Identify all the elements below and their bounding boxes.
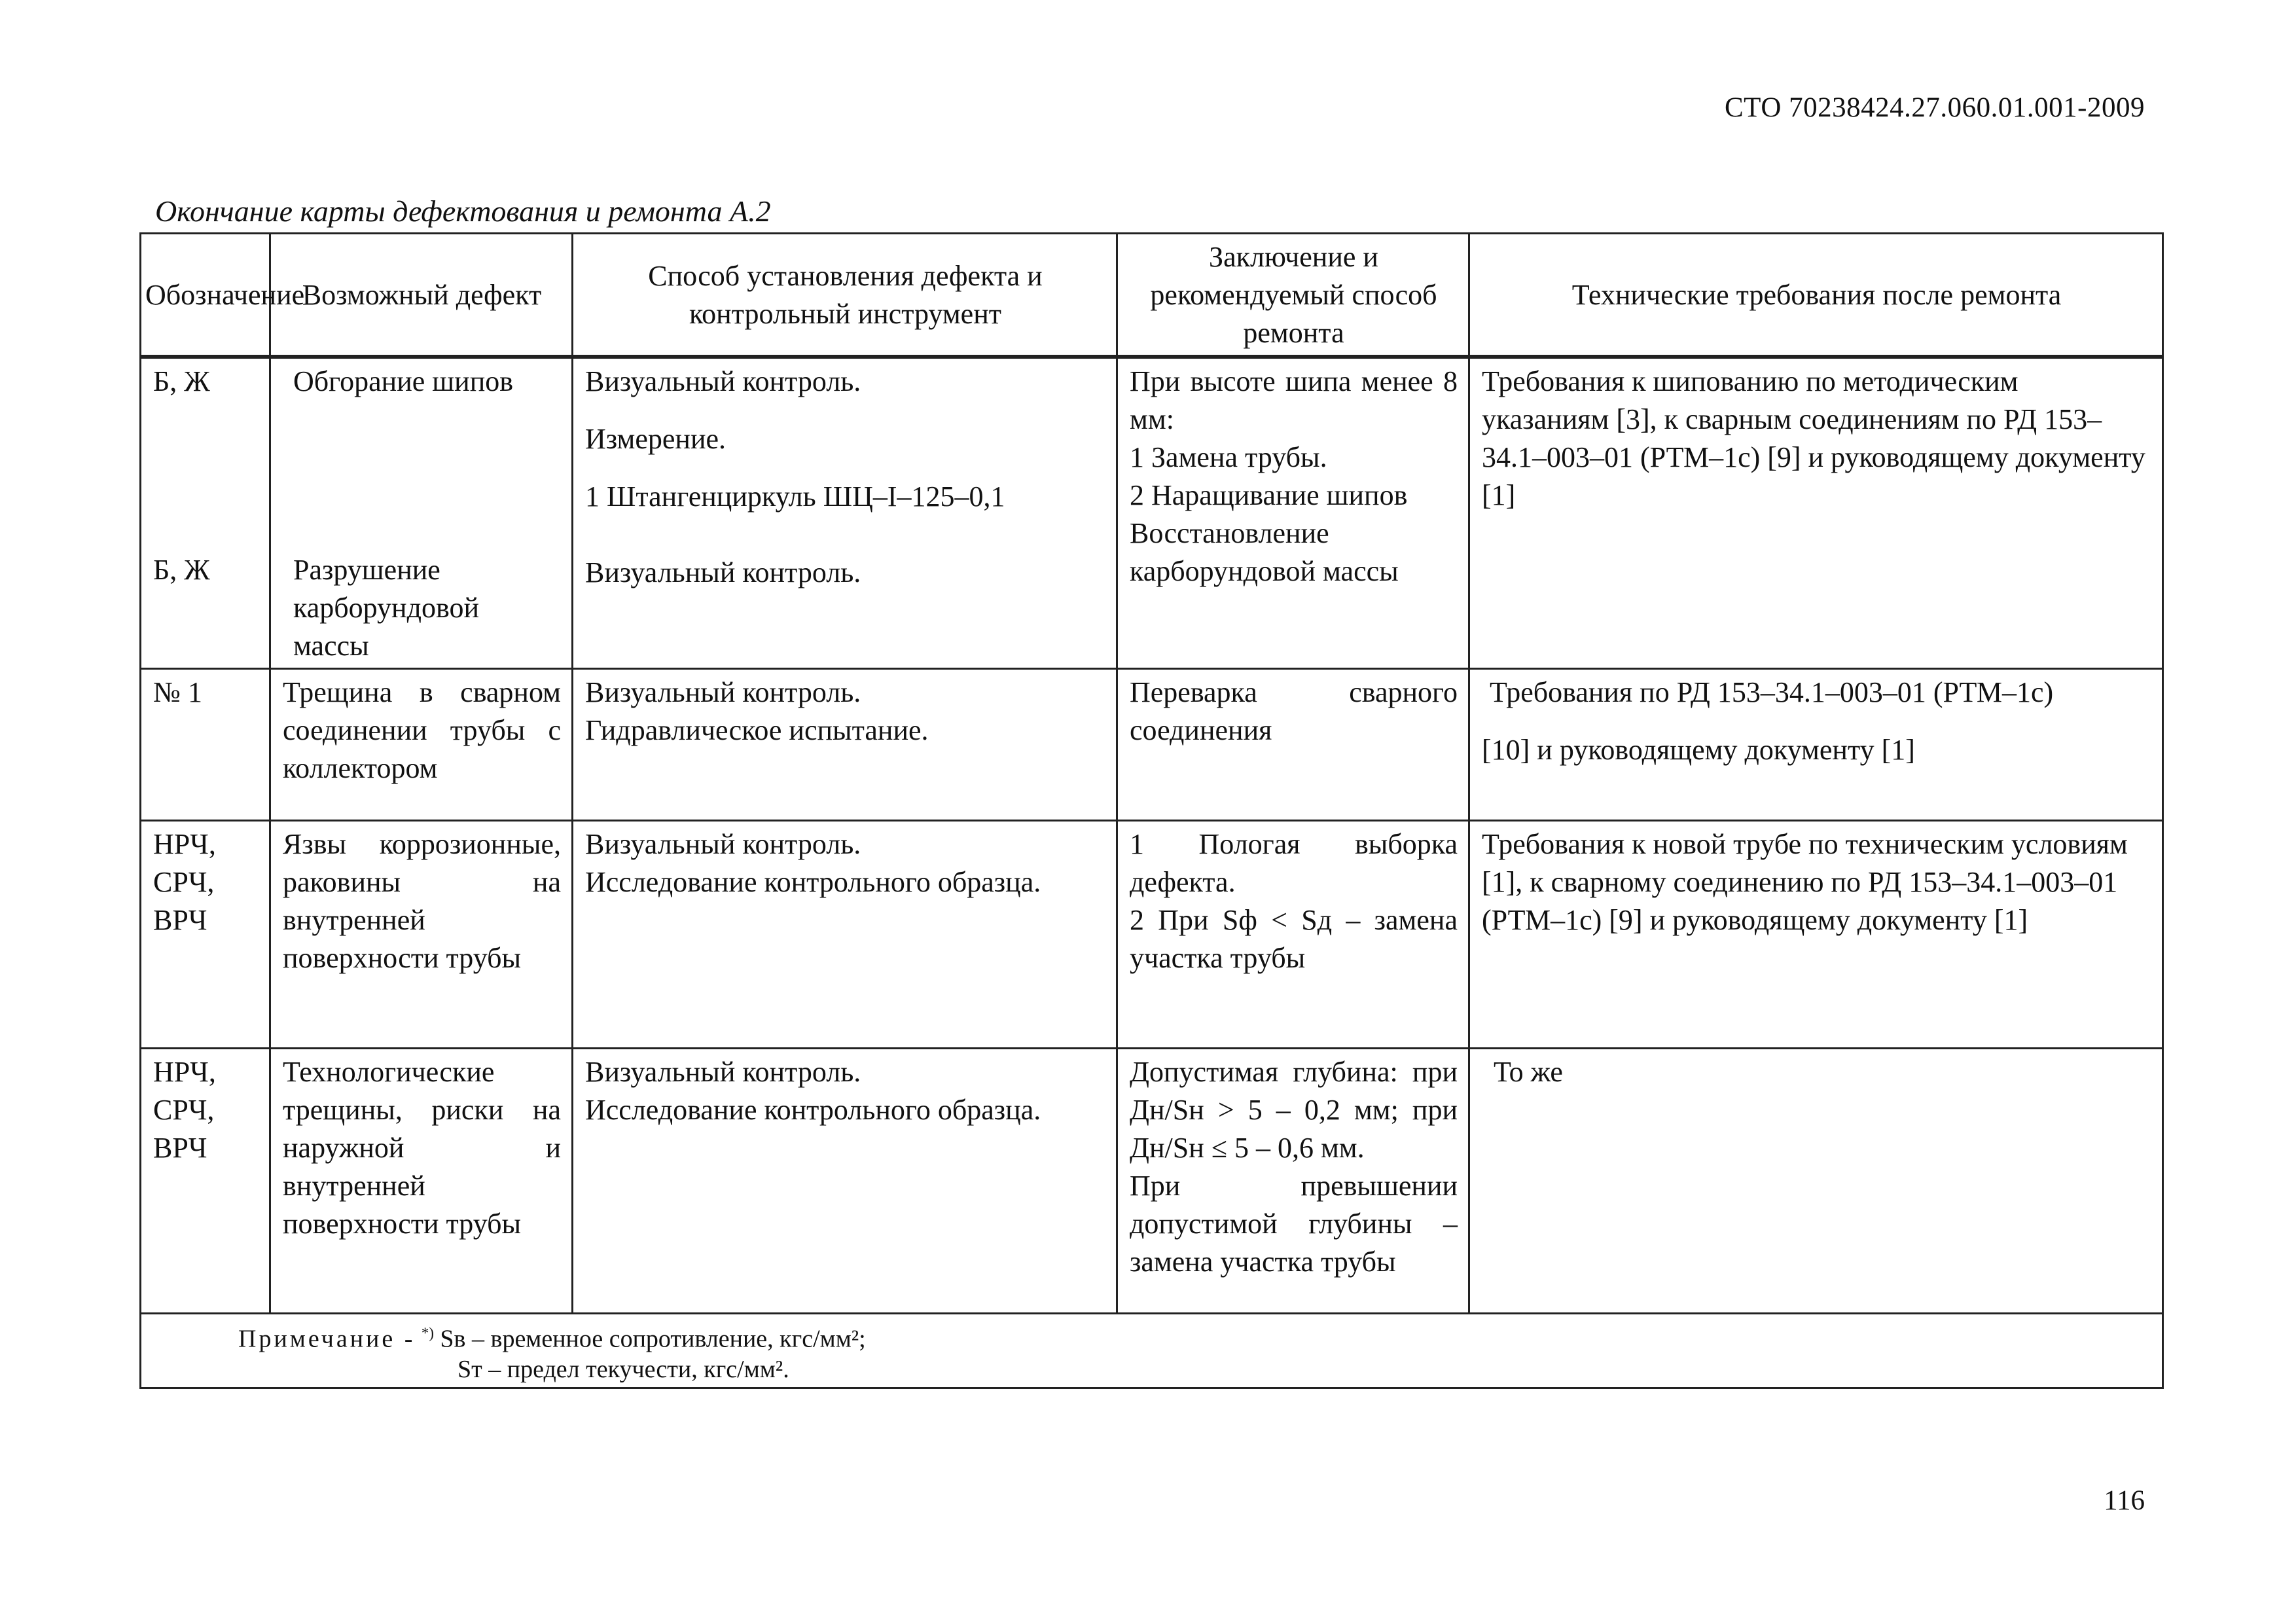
cell-conclusion: 1 Пологая выборка дефекта. 2 При Sф < Sд – замена участка трубы [1117,821,1469,1049]
cell-designation: НРЧ, СРЧ, ВРЧ [141,1049,270,1314]
cell-requirements: Требования по РД 153–34.1–003–01 (РТМ–1с) [10] и руководящему документу [1] [1469,669,2163,821]
cell-defect: Технологические трещины, риски на наружной и внутренней поверхности трубы [270,1049,573,1314]
note-mark: *) [421,1325,434,1341]
cell-defect: Язвы коррозионные, раковины на внутренней поверхности трубы [270,821,573,1049]
defect-repair-table [139,232,2164,1389]
note-line-1: Sв – временное сопротивление, кгс/мм²; [440,1325,866,1353]
cell-method: Визуальный контроль. Исследование контрольного образца. [573,1049,1117,1314]
table-row [141,821,2163,1049]
table-header-row [141,234,2163,357]
table-caption: Окончание карты дефектования и ремонта А.2 [155,194,771,228]
table-row [141,357,2163,669]
table-row [141,669,2163,821]
cell-defect: Трещина в сварном соединении трубы с коллектором [270,669,573,821]
cell-conclusion: Переварка сварного соединения [1117,669,1469,821]
header-method: Способ установления дефекта и контрольный инструмент [573,234,1117,357]
document-code: СТО 70238424.27.060.01.001-2009 [1724,92,2145,123]
cell-conclusion: Допустимая глубина: при Дн/Sн > 5 – 0,2 мм; при Дн/Sн ≤ 5 – 0,6 мм. При превышении допустимой глубины – замена участка трубы [1117,1049,1469,1314]
table-note-row [141,1314,2163,1388]
cell-method: Визуальный контроль. Исследование контрольного образца. [573,821,1117,1049]
cell-requirements: Требования к шипованию по методическим указаниям [3], к сварным соединениям по РД 153–34.1–003–01 (РТМ–1с) [9] и руководящему документу [1] [1469,357,2163,669]
cell-method: Визуальный контроль. Гидравлическое испытание. [573,669,1117,821]
cell-designation: Б, Ж Б, Ж [141,357,270,669]
table-row [141,1049,2163,1314]
header-requirements: Технические требования после ремонта [1469,234,2163,357]
header-designation: Обозначение [141,234,270,357]
cell-designation: НРЧ, СРЧ, ВРЧ [141,821,270,1049]
cell-requirements: Требования к новой трубе по техническим условиям [1], к сварному соединению по РД 153–34.1–003–01 (РТМ–1с) [9] и руководящему документу [1] [1469,821,2163,1049]
cell-conclusion: При высоте шипа менее 8 мм: 1 Замена трубы. 2 Наращивание шипов Восстановление карборундовой массы [1117,357,1469,669]
cell-designation: № 1 [141,669,270,821]
cell-defect: Обгорание шипов Разрушение карборундовой массы [270,357,573,669]
table-note [141,1314,2163,1388]
note-line-2: Sт – предел текучести, кгс/мм². [457,1355,789,1383]
cell-method: Визуальный контроль. Измерение. 1 Штангенциркуль ШЦ–I–125–0,1 Визуальный контроль. [573,357,1117,669]
header-conclusion: Заключение и рекомендуемый способ ремонта [1117,234,1469,357]
header-defect: Возможный дефект [270,234,573,357]
page-number: 116 [2104,1485,2145,1516]
cell-requirements: То же [1469,1049,2163,1314]
note-label: Примечание - [238,1325,416,1353]
